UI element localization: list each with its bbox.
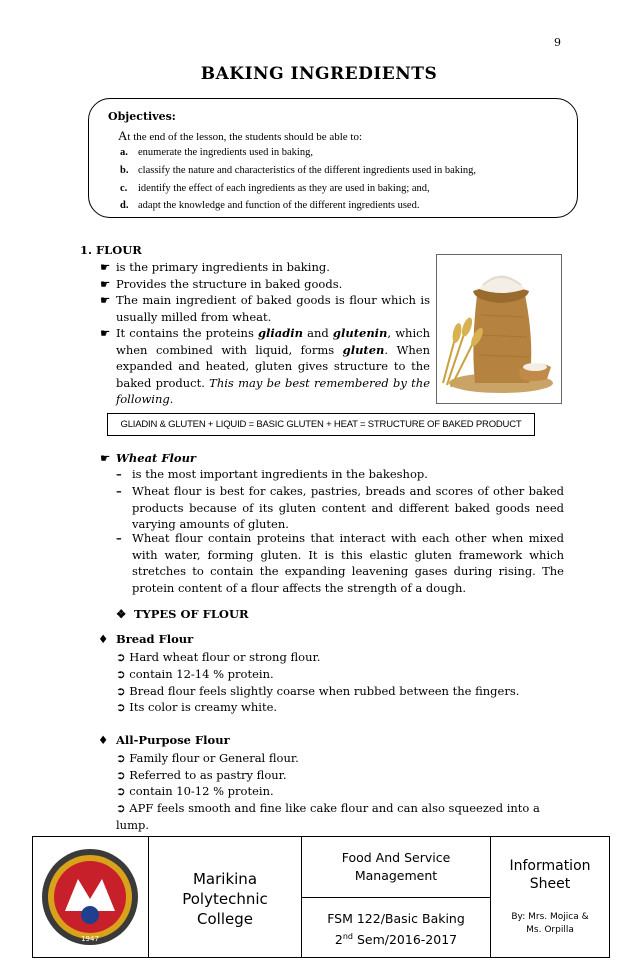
school-name-cell — [149, 837, 302, 957]
school-name-line: Polytechnic — [182, 890, 268, 908]
school-logo-cell — [33, 837, 149, 957]
arrow-bullet-icon: ☛ — [100, 277, 111, 291]
intro-initial: A — [118, 128, 128, 143]
school-name-line: College — [197, 910, 253, 928]
list-item: ➲ contain 12-14 % protein. — [116, 667, 274, 681]
list-item: ➲ contain 10-12 % protein. — [116, 784, 274, 798]
objective-item: d. adapt the knowledge and function of the different ingredients used. — [120, 200, 420, 211]
school-name-line: Marikina — [192, 870, 258, 888]
gliadin-term: gliadin — [258, 326, 304, 340]
diamond-bullet-icon: ♦ — [98, 632, 109, 646]
svg-text:1947: 1947 — [81, 935, 99, 943]
list-item: – Wheat flour contain proteins that interact with each other when mixed with water, forming gluten. It is this elastic gluten framework which stretches to contain the expanding leavening gases during rising. The protein content of a flour affects the strength of a dough. — [116, 531, 564, 595]
curved-arrow-icon: ➲ — [116, 684, 126, 698]
footer-table — [32, 836, 610, 958]
authors: Ms. Orpilla — [526, 925, 574, 935]
info-sheet-title: Sheet — [529, 876, 571, 892]
curved-arrow-icon: ➲ — [116, 768, 126, 782]
curved-arrow-icon: ➲ — [116, 751, 126, 765]
list-item: ➲ Bread flour feels slightly coarse when rubbed between the fingers. — [116, 684, 520, 698]
course-name: Food And Service Management — [302, 837, 490, 898]
objectives-heading: Objectives: — [108, 110, 176, 123]
page-title: BAKING INGREDIENTS — [200, 64, 438, 84]
authors: By: Mrs. Mojica & — [511, 912, 589, 922]
glutenin-term: glutenin — [332, 326, 388, 340]
objective-item: c. identify the effect of each ingredients as they are used in baking; and, — [120, 183, 430, 194]
curved-arrow-icon: ➲ — [116, 650, 126, 664]
list-item: ➲ APF feels smooth and fine like cake flour and can also squeezed into a lump. — [116, 801, 540, 832]
course-cell — [302, 837, 491, 957]
list-item: ➲ Referred to as pastry flour. — [116, 768, 287, 782]
curved-arrow-icon: ➲ — [116, 801, 126, 815]
diamond-star-icon: ❖ — [116, 607, 127, 621]
list-item: ➲ Family flour or General flour. — [116, 751, 299, 765]
curved-arrow-icon: ➲ — [116, 784, 126, 798]
flour-bullet: ☛ Provides the structure in baked goods. — [100, 277, 343, 291]
objective-item: a. enumerate the ingredients used in baking, — [120, 147, 313, 158]
diamond-bullet-icon: ♦ — [98, 733, 109, 747]
intro-text: t the end of the lesson, the students should be able to: — [127, 131, 363, 143]
info-sheet-cell — [491, 837, 609, 957]
list-item: ➲ Hard wheat flour or strong flour. — [116, 650, 321, 664]
list-item: – is the most important ingredients in the bakeshop. — [116, 467, 428, 481]
gluten-formula-box: GLIADIN & GLUTEN + LIQUID = BASIC GLUTEN + HEAT = STRUCTURE OF BAKED PRODUCT — [107, 413, 535, 436]
curved-arrow-icon: ➲ — [116, 667, 126, 681]
flour-bullet: ☛ The main ingredient of baked goods is flour which is usually milled from wheat. — [100, 293, 430, 324]
page-number: 9 — [554, 36, 561, 49]
objectives-intro — [118, 128, 362, 144]
school-logo — [33, 837, 148, 957]
ap-flour-heading: ♦ All-Purpose Flour — [98, 733, 230, 747]
flour-sack-image — [436, 254, 562, 404]
wheat-flour-heading: ☛ Wheat Flour — [100, 451, 196, 465]
curved-arrow-icon: ➲ — [116, 700, 126, 714]
flour-heading: 1. FLOUR — [80, 243, 142, 257]
objective-item: b. classify the nature and characteristics of the different ingredients used in baking, — [120, 165, 477, 176]
arrow-bullet-icon: ☛ — [100, 326, 111, 340]
types-of-flour-heading: ❖ TYPES OF FLOUR — [116, 607, 249, 621]
course-code: FSM 122/Basic Baking 2nd Sem/2016-2017 — [327, 911, 465, 948]
list-item: – Wheat flour is best for cakes, pastries, breads and scores of other baked products because of its gluten content and different baked goods need varying amounts of gluten. — [116, 484, 564, 531]
flour-bullet: ☛ It contains the proteins gliadin and glutenin, which when combined with liquid, forms gluten. When expanded and heated, gluten gives structure to the baked product. This may be best remembered by the following. — [100, 326, 431, 406]
arrow-bullet-icon: ☛ — [100, 451, 111, 465]
arrow-bullet-icon: ☛ — [100, 293, 111, 307]
flour-bullet: ☛ is the primary ingredients in baking. — [100, 260, 330, 274]
info-sheet-title: Information — [509, 858, 591, 874]
arrow-bullet-icon: ☛ — [100, 260, 111, 274]
gluten-term: gluten — [342, 342, 385, 357]
list-item: ➲ Its color is creamy white. — [116, 700, 278, 714]
bread-flour-heading: ♦ Bread Flour — [98, 632, 194, 646]
